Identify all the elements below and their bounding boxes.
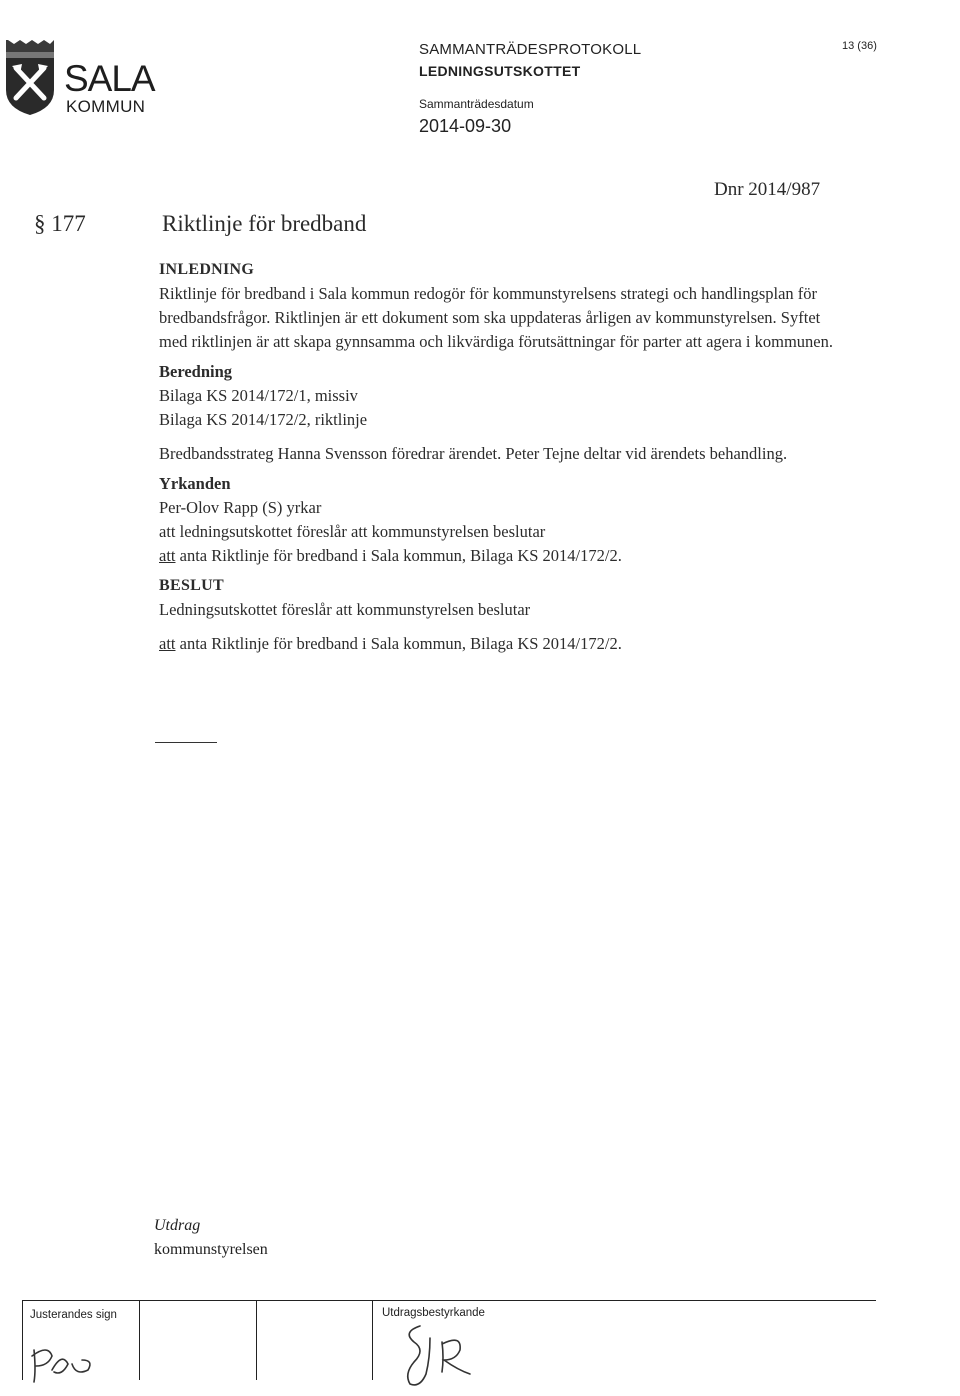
logo-name: SALA xyxy=(64,58,155,99)
section-end-rule xyxy=(155,742,217,743)
footer-divider xyxy=(372,1300,373,1380)
meeting-date-label: Sammanträdesdatum xyxy=(419,97,534,111)
page-number: 13 (36) xyxy=(842,40,877,52)
case-number: Dnr 2014/987 xyxy=(714,179,821,200)
claims-line: att ledningsutskottet föreslår att kommunstyrelsen beslutar xyxy=(159,522,546,541)
intro-heading: INLEDNING xyxy=(159,261,255,278)
footer-rule xyxy=(22,1300,876,1301)
att-keyword: att xyxy=(159,546,176,565)
attachment-item: Bilaga KS 2014/172/2, riktlinje xyxy=(159,410,368,429)
signature-label: Justerandes sign xyxy=(30,1309,117,1321)
att-keyword: att xyxy=(159,634,176,653)
claims-proposal xyxy=(159,544,849,568)
claims-heading: Yrkanden xyxy=(159,474,231,493)
attachment-item: Bilaga KS 2014/172/1, missiv xyxy=(159,386,358,405)
decision-line: Ledningsutskottet föreslår att kommunstyrelsen beslutar xyxy=(159,600,531,619)
claims-proposal-text: anta Riktlinje för bredband i Sala kommun, Bilaga KS 2014/172/2. xyxy=(175,546,622,565)
sala-kommun-logo xyxy=(4,38,164,118)
distribution-label: Utdrag xyxy=(154,1217,201,1234)
claims-line: Per-Olov Rapp (S) yrkar xyxy=(159,498,322,517)
paragraph-number: § 177 xyxy=(34,211,86,236)
decision-heading: BESLUT xyxy=(159,577,224,594)
decision-proposal-text: anta Riktlinje för bredband i Sala kommun, Bilaga KS 2014/172/2. xyxy=(175,634,622,653)
intro-text: Riktlinje för bredband i Sala kommun redogör för kommunstyrelsens strategi och handlingsplan för bredbandsfrågor. Riktlinjen är ett dokument som ska uppdateras årligen av kommunstyrelsen. Syftet med riktlinjen är att skapa gynnsamma och likvärdiga förutsättningar för parter att agera i kommunen. xyxy=(159,284,833,351)
coat-of-arms-icon xyxy=(4,38,56,116)
logo-subtitle: KOMMUN xyxy=(66,97,146,116)
distribution-recipient: kommunstyrelsen xyxy=(154,1241,268,1258)
meeting-date: 2014-09-30 xyxy=(419,116,512,136)
certification-label: Utdragsbestyrkande xyxy=(382,1307,485,1319)
minutes-body xyxy=(159,258,849,656)
document-type: SAMMANTRÄDESPROTOKOLL xyxy=(419,41,642,58)
preparation-text: Bredbandsstrateg Hanna Svensson föredrar ärendet. Peter Tejne deltar vid ärendets behandling. xyxy=(159,444,788,463)
committee-name: LEDNINGSUTSKOTTET xyxy=(419,63,581,79)
preparation-heading: Beredning xyxy=(159,362,233,381)
handwritten-certification-signature xyxy=(380,1318,500,1393)
distribution xyxy=(154,1214,268,1262)
footer-divider xyxy=(256,1300,257,1380)
handwritten-initials-signature xyxy=(22,1330,138,1390)
decision-proposal xyxy=(159,632,849,656)
case-title: Riktlinje för bredband xyxy=(162,211,367,236)
